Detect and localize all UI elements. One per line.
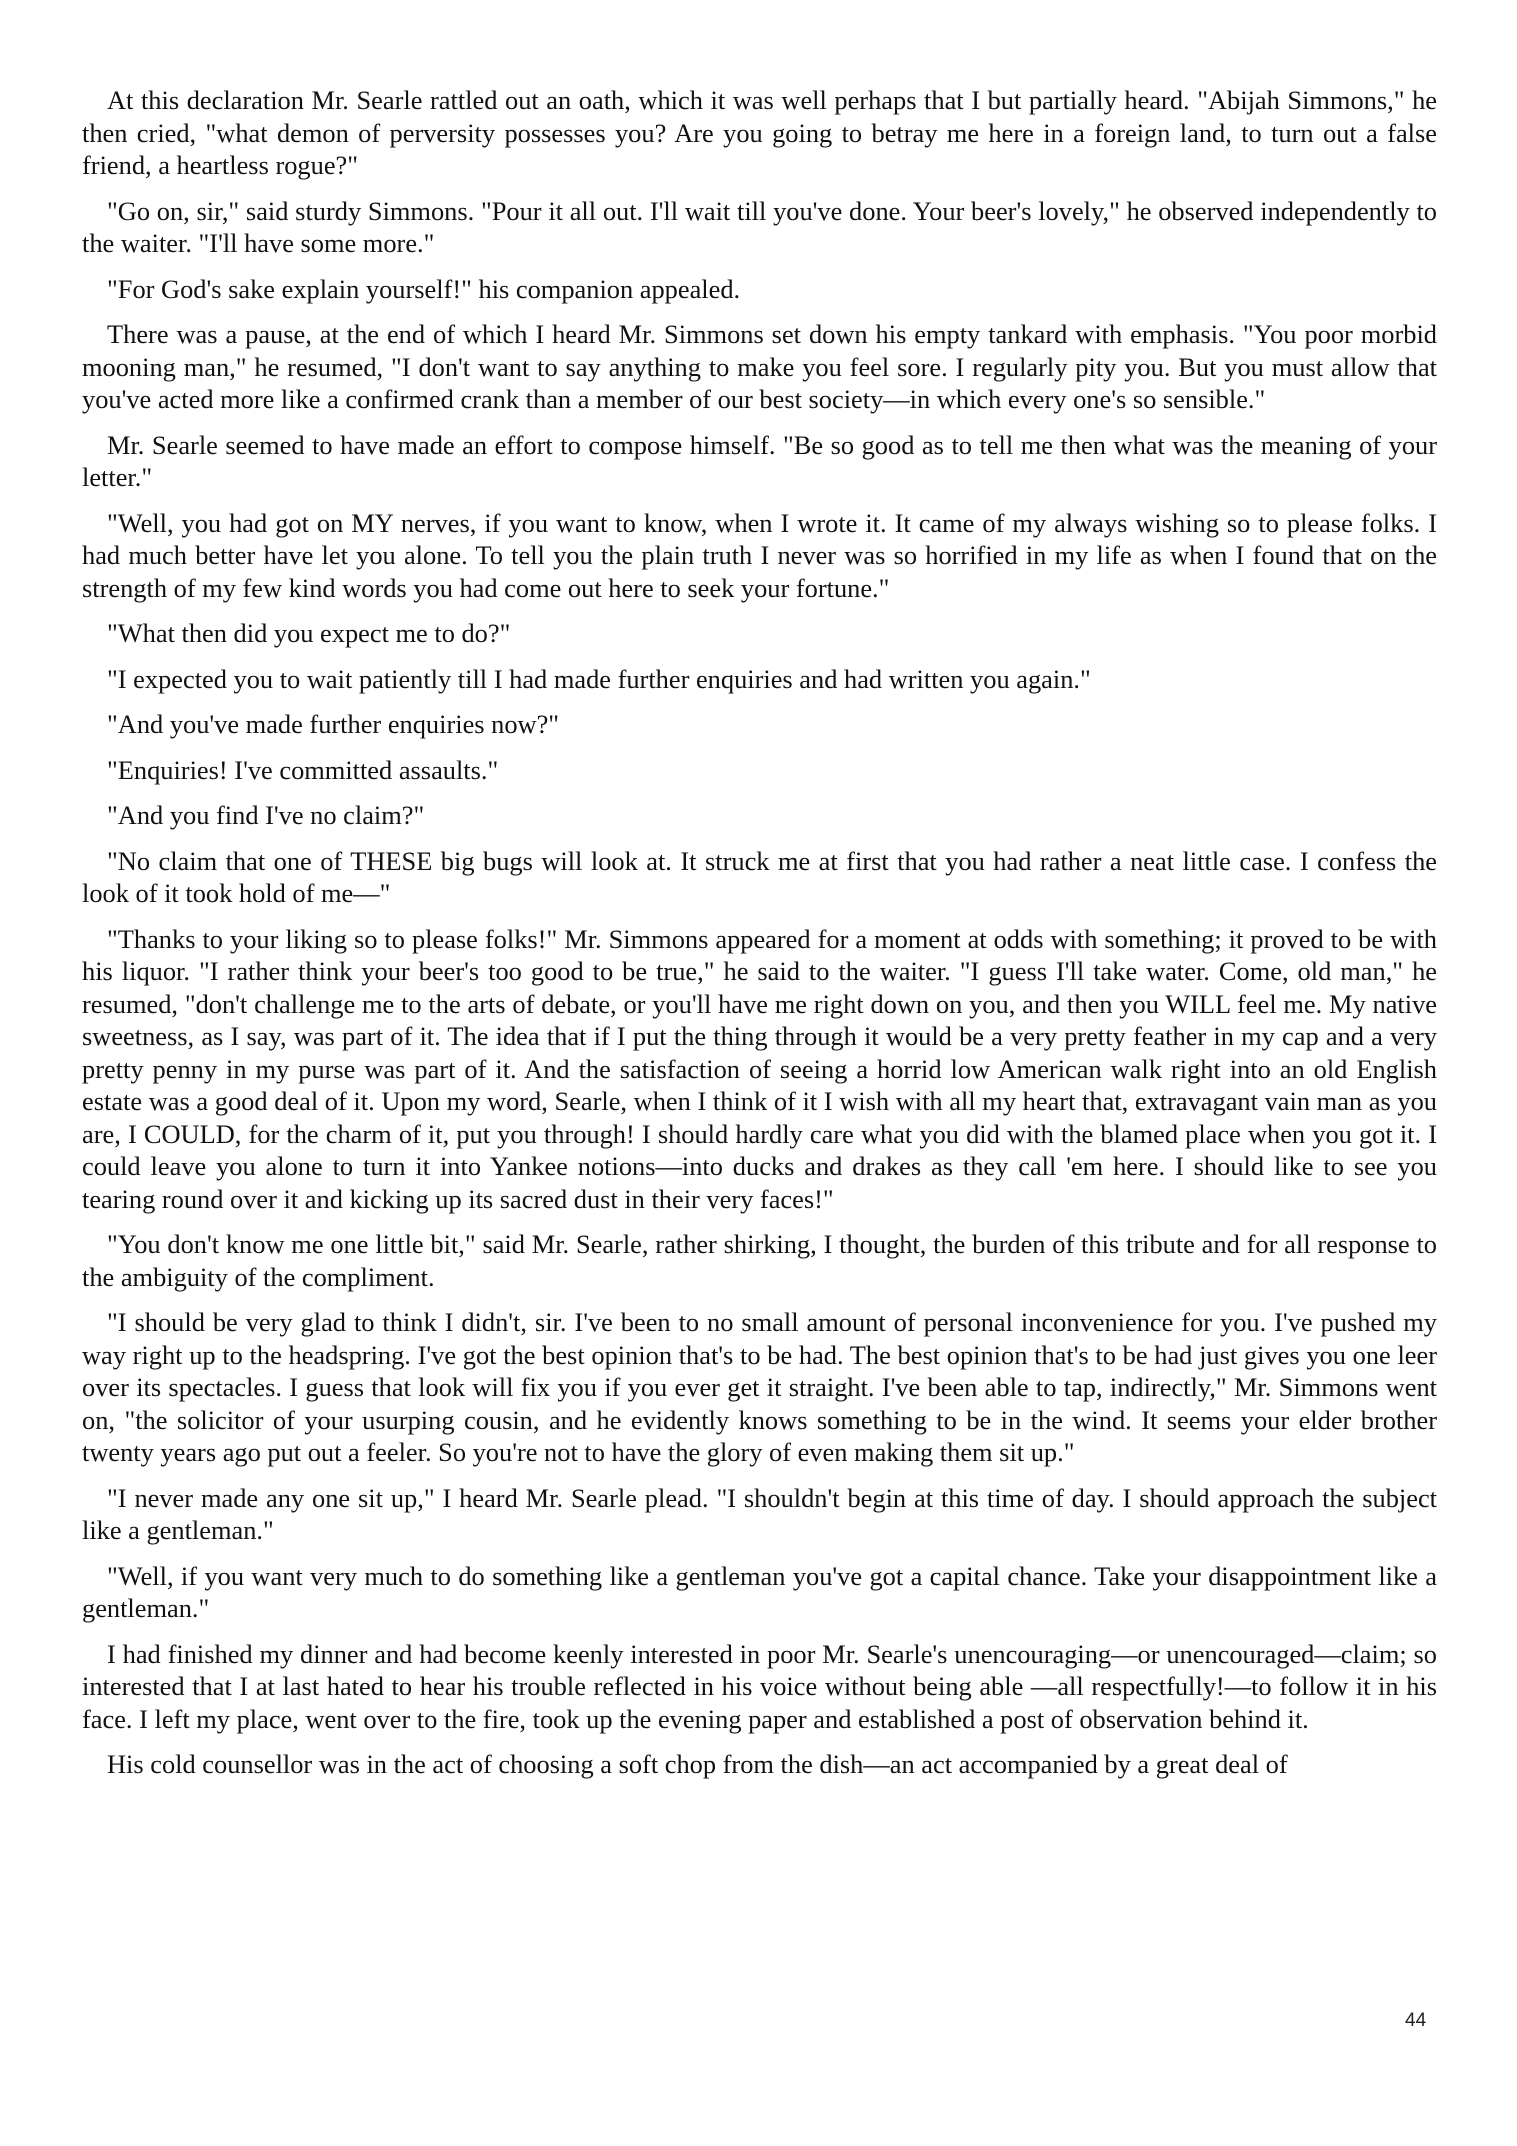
paragraph: "You don't know me one little bit," said Mr. Searle, rather shirking, I thought, the burden of this tribute and for all response to the ambiguity of the compliment. [82,1229,1437,1292]
paragraph: There was a pause, at the end of which I heard Mr. Simmons set down his empty tankard with emphasis. "You poor morbid mooning man," he resumed, "I don't want to say anything to make you feel sore. I regularly pity you. But you must allow that you've acted more like a confirmed crank than a member of our best society—in which every one's so sensible." [82,319,1437,414]
paragraph: "Thanks to your liking so to please folks!" Mr. Simmons appeared for a moment at odds with something; it proved to be with his liquor. "I rather think your beer's too good to be true," he said to the waiter. "I guess I'll take water. Come, old man," he resumed, "don't challenge me to the arts of debate, or you'll have me right down on you, and then you WILL feel me. My native sweetness, as I say, was part of it. The idea that if I put the thing through it would be a very pretty feather in my cap and a very pretty penny in my purse was part of it. And the satisfaction of seeing a horrid low American walk right into an old English estate was a good deal of it. Upon my word, Searle, when I think of it I wish with all my heart that, extravagant vain man as you are, I COULD, for the charm of it, put you through! I should hardly care what you did with the blamed place when you got it. I could leave you alone to turn it into Yankee notions—into ducks and drakes as they call 'em here. I should like to see you tearing round over it and kicking up its sacred dust in their very faces!" [82,923,1437,1214]
paragraph: "Go on, sir," said sturdy Simmons. "Pour it all out. I'll wait till you've done. Your beer's lovely," he observed independently to the waiter. "I'll have some more." [82,195,1437,258]
paragraph: "No claim that one of THESE big bugs will look at. It struck me at first that you had rather a neat little case. I confess the look of it took hold of me—" [82,845,1437,908]
paragraph: I had finished my dinner and had become keenly interested in poor Mr. Searle's unencouraging—or unencouraged—claim; so interested that I at last hated to hear his trouble reflected in his voice without being able —all respectfully!—to follow it in his face. I left my place, went over to the fire, took up the evening paper and established a post of observation behind it. [82,1638,1437,1734]
paragraph: "I should be very glad to think I didn't, sir. I've been to no small amount of personal inconvenience for you. I've pushed my way right up to the headspring. I've got the best opinion that's to be had. The best opinion that's to be had just gives you one leer over its spectacles. I guess that look will fix you if you ever get it straight. I've been able to tap, indirectly," Mr. Simmons went on, "the solicitor of your usurping cousin, and he evidently knows something to be in the wind. It seems your elder brother twenty years ago put out a feeler. So you're not to have the glory of even making them sit up." [82,1307,1437,1467]
paragraph: "And you've made further enquiries now?" [107,709,560,739]
paragraph: "I expected you to wait patiently till I had made further enquiries and had written you again." [107,663,1091,694]
paragraph: "Well, if you want very much to do something like a gentleman you've got a capital chance. Take your disappointment like a gentleman." [82,1560,1437,1623]
paragraph: "Enquiries! I've committed assaults." [107,754,499,785]
page-number: 44 [1405,2010,1427,2031]
paragraph: "And you find I've no claim?" [107,800,425,830]
paragraph: At this declaration Mr. Searle rattled out an oath, which it was well perhaps that I but partially heard. "Abijah Simmons," he then cried, "what demon of perversity possesses you? Are you going to betray me here in a foreign land, to turn out a false friend, a heartless rogue?" [82,85,1437,180]
paragraph: "What then did you expect me to do?" [107,618,511,648]
paragraph: "For God's sake explain yourself!" his companion appealed. [107,273,741,304]
page-body [82,84,1437,1794]
paragraph: His cold counsellor was in the act of choosing a soft chop from the dish—an act accompanied by a great deal of [107,1749,1288,1779]
paragraph: Mr. Searle seemed to have made an effort to compose himself. "Be so good as to tell me then what was the meaning of your letter." [82,429,1437,492]
paragraph: "Well, you had got on MY nerves, if you want to know, when I wrote it. It came of my always wishing so to please folks. I had much better have let you alone. To tell you the plain truth I never was so horrified in my life as when I found that on the strength of my few kind words you had come out here to seek your fortune." [82,507,1437,603]
paragraph: "I never made any one sit up," I heard Mr. Searle plead. "I shouldn't begin at this time of day. I should approach the subject like a gentleman." [82,1482,1437,1545]
